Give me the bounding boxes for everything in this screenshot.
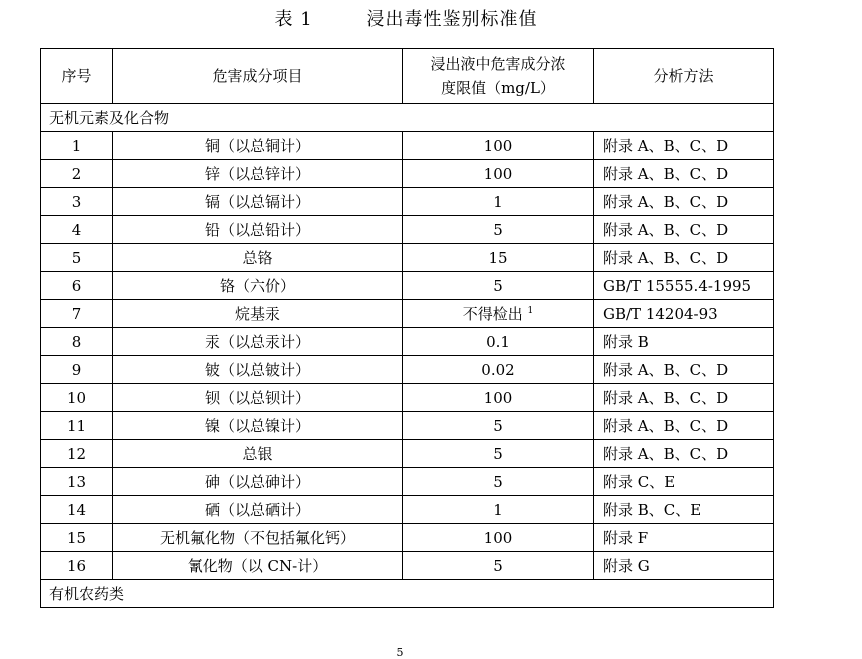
cell-item: 氰化物（以 CN-计） xyxy=(113,552,403,580)
cell-item: 总银 xyxy=(113,440,403,468)
cell-limit xyxy=(403,272,594,300)
table-row xyxy=(41,412,774,440)
cell-limit-value: 100 xyxy=(483,136,513,155)
cell-limit xyxy=(403,216,594,244)
cell-limit-value: 100 xyxy=(483,528,513,547)
cell-limit-value: 5 xyxy=(493,276,503,295)
table-row xyxy=(41,440,774,468)
table-row xyxy=(41,132,774,160)
table-row xyxy=(41,216,774,244)
cell-index: 8 xyxy=(41,328,113,356)
section-label: 无机元素及化合物 xyxy=(41,104,774,132)
table-row xyxy=(41,188,774,216)
cell-method: 附录 A、B、C、D xyxy=(594,188,774,216)
section-inorganic xyxy=(41,104,774,132)
cell-limit xyxy=(403,468,594,496)
cell-method: 附录 A、B、C、D xyxy=(594,132,774,160)
cell-item: 铬（六价） xyxy=(113,272,403,300)
header-limit xyxy=(403,49,594,104)
header-method: 分析方法 xyxy=(594,49,774,104)
cell-index: 4 xyxy=(41,216,113,244)
cell-limit xyxy=(403,496,594,524)
cell-limit-value: 5 xyxy=(493,444,503,463)
cell-limit xyxy=(403,356,594,384)
cell-item: 铍（以总铍计） xyxy=(113,356,403,384)
cell-index: 10 xyxy=(41,384,113,412)
cell-limit-value: 5 xyxy=(493,556,503,575)
table-row xyxy=(41,300,774,328)
cell-index: 12 xyxy=(41,440,113,468)
cell-limit xyxy=(403,244,594,272)
cell-limit-value: 100 xyxy=(483,388,513,407)
cell-limit xyxy=(403,384,594,412)
header-item: 危害成分项目 xyxy=(113,49,403,104)
cell-limit xyxy=(403,552,594,580)
page-number: 5 xyxy=(396,646,404,659)
cell-limit-value: 5 xyxy=(493,220,503,239)
cell-index: 3 xyxy=(41,188,113,216)
cell-item: 钡（以总钡计） xyxy=(113,384,403,412)
header-index: 序号 xyxy=(41,49,113,104)
table-row xyxy=(41,160,774,188)
cell-index: 15 xyxy=(41,524,113,552)
table-row xyxy=(41,244,774,272)
cell-index: 16 xyxy=(41,552,113,580)
cell-method: 附录 A、B、C、D xyxy=(594,216,774,244)
cell-method: 附录 A、B、C、D xyxy=(594,412,774,440)
cell-limit xyxy=(403,300,594,328)
cell-index: 2 xyxy=(41,160,113,188)
table-row xyxy=(41,272,774,300)
cell-limit xyxy=(403,440,594,468)
cell-limit-value: 不得检出 xyxy=(462,304,523,323)
table-row xyxy=(41,384,774,412)
cell-limit xyxy=(403,328,594,356)
cell-method: GB/T 15555.4-1995 xyxy=(594,272,774,300)
cell-method: 附录 A、B、C、D xyxy=(594,244,774,272)
cell-item: 铜（以总铜计） xyxy=(113,132,403,160)
table-row xyxy=(41,552,774,580)
cell-method: 附录 C、E xyxy=(594,468,774,496)
cell-method: 附录 G xyxy=(594,552,774,580)
cell-limit-value: 1 xyxy=(493,192,503,211)
cell-limit xyxy=(403,412,594,440)
table-row xyxy=(41,468,774,496)
cell-limit xyxy=(403,160,594,188)
cell-item: 总铬 xyxy=(113,244,403,272)
cell-limit-value: 0.1 xyxy=(486,332,510,351)
cell-limit-value: 1 xyxy=(493,500,503,519)
cell-method: 附录 A、B、C、D xyxy=(594,384,774,412)
table-row xyxy=(41,496,774,524)
cell-limit-value: 15 xyxy=(488,248,508,267)
cell-index: 6 xyxy=(41,272,113,300)
cell-index: 7 xyxy=(41,300,113,328)
cell-limit-value: 100 xyxy=(483,164,513,183)
section-organic xyxy=(41,580,774,608)
cell-item: 铅（以总铅计） xyxy=(113,216,403,244)
cell-index: 5 xyxy=(41,244,113,272)
table-row xyxy=(41,356,774,384)
cell-index: 1 xyxy=(41,132,113,160)
cell-method: 附录 B xyxy=(594,328,774,356)
cell-limit-value: 5 xyxy=(493,416,503,435)
cell-method: 附录 A、B、C、D xyxy=(594,160,774,188)
cell-limit-value: 0.02 xyxy=(481,360,515,379)
cell-item: 汞（以总汞计） xyxy=(113,328,403,356)
cell-limit-value: 5 xyxy=(493,472,503,491)
cell-item: 镍（以总镍计） xyxy=(113,412,403,440)
cell-item: 砷（以总砷计） xyxy=(113,468,403,496)
cell-item: 锌（以总锌计） xyxy=(113,160,403,188)
cell-item: 无机氟化物（不包括氟化钙） xyxy=(113,524,403,552)
section-label: 有机农药类 xyxy=(41,580,774,608)
cell-index: 11 xyxy=(41,412,113,440)
header-limit-line2: 度限值（mg/L） xyxy=(441,79,555,97)
cell-item: 烷基汞 xyxy=(113,300,403,328)
cell-limit xyxy=(403,132,594,160)
cell-method: 附录 A、B、C、D xyxy=(594,356,774,384)
cell-item: 硒（以总硒计） xyxy=(113,496,403,524)
cell-method: 附录 A、B、C、D xyxy=(594,440,774,468)
footnote-marker: 1 xyxy=(527,305,534,316)
table-row xyxy=(41,328,774,356)
cell-index: 14 xyxy=(41,496,113,524)
cell-method: 附录 B、C、E xyxy=(594,496,774,524)
cell-index: 9 xyxy=(41,356,113,384)
cell-method: 附录 F xyxy=(594,524,774,552)
cell-item: 镉（以总镉计） xyxy=(113,188,403,216)
table-title: 表 1 浸出毒性鉴别标准值 xyxy=(274,9,538,30)
cell-index: 13 xyxy=(41,468,113,496)
header-limit-line1: 浸出液中危害成分浓 xyxy=(430,55,566,73)
cell-method: GB/T 14204-93 xyxy=(594,300,774,328)
cell-limit xyxy=(403,188,594,216)
table-row xyxy=(41,524,774,552)
cell-limit xyxy=(403,524,594,552)
header-row xyxy=(41,49,774,104)
toxicity-standard-table xyxy=(40,48,774,608)
